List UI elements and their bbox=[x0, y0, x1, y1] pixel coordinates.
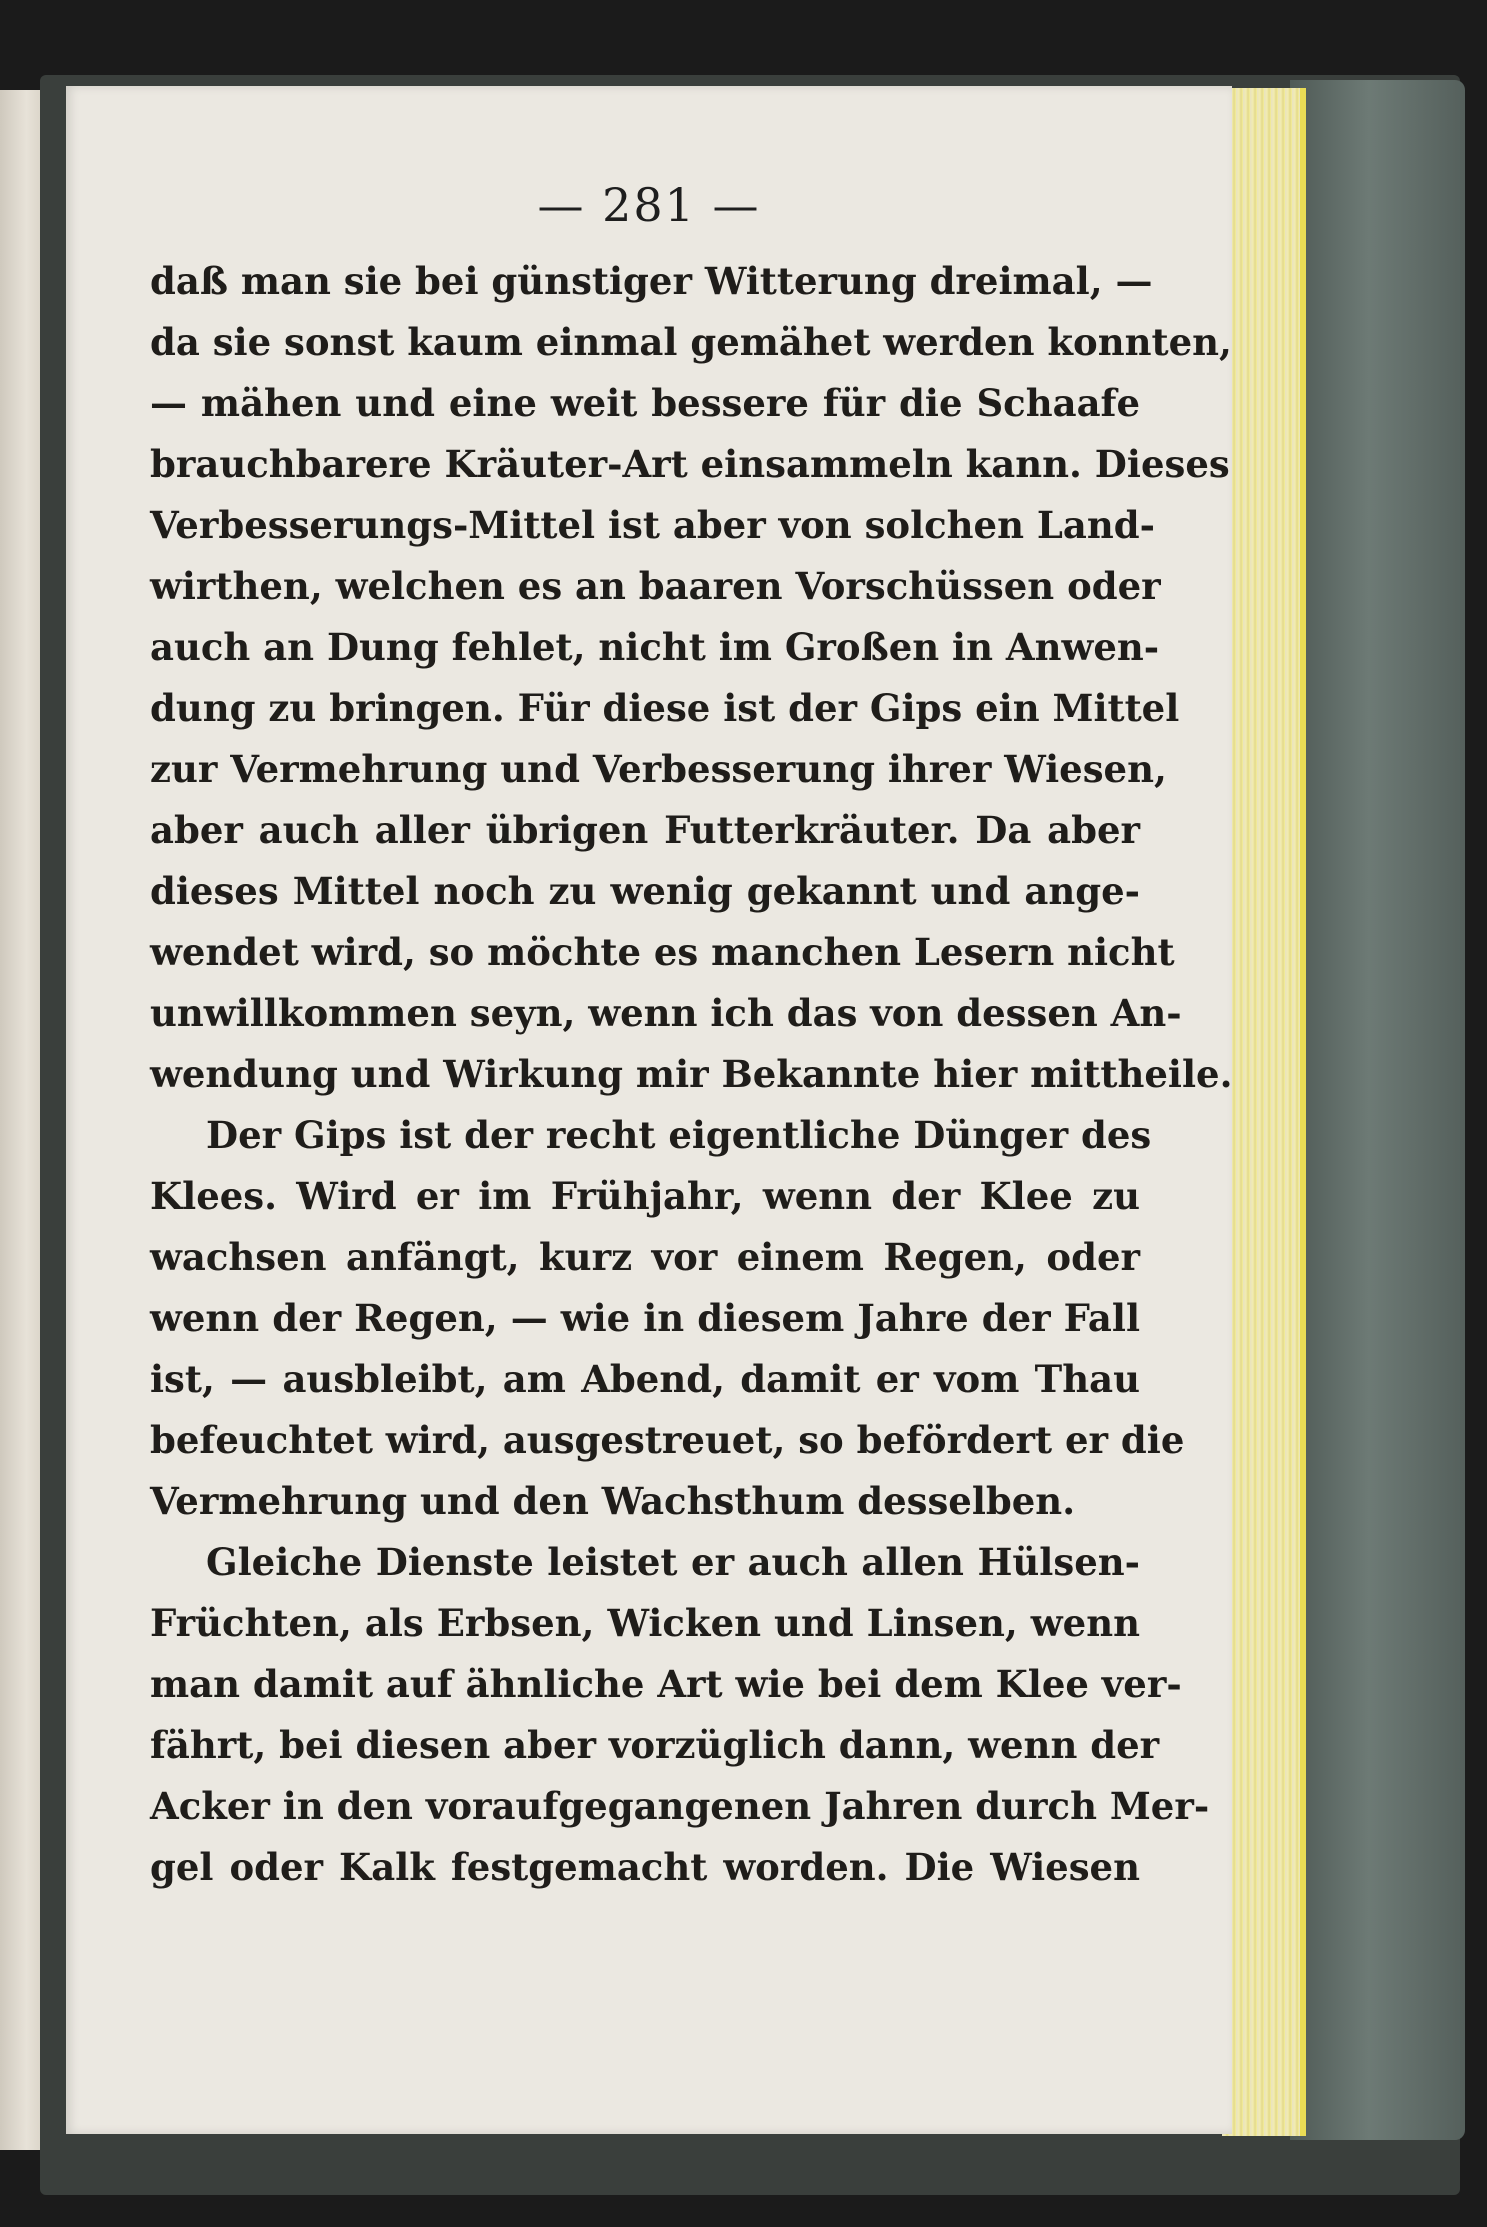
text-line: Acker in den voraufgegangenen Jahren durch Mer- bbox=[150, 1784, 1210, 1828]
text-line: zur Vermehrung und Verbesserung ihrer Wiesen, bbox=[150, 747, 1167, 791]
text-line: brauchbarere Kräuter-Art einsammeln kann. Dieses bbox=[150, 442, 1230, 486]
book-cover-right-edge bbox=[1290, 80, 1465, 2140]
text-line: Klees. Wird er im Frühjahr, wenn der Klee zu bbox=[150, 1174, 1140, 1218]
text-line: wachsen anfängt, kurz vor einem Regen, oder bbox=[150, 1235, 1140, 1279]
text-line: dung zu bringen. Für diese ist der Gips ein Mittel bbox=[150, 686, 1180, 730]
text-line: dieses Mittel noch zu wenig gekannt und ange- bbox=[150, 869, 1140, 913]
text-line: man damit auf ähnliche Art wie bei dem Klee ver- bbox=[150, 1662, 1182, 1706]
text-line: daß man sie bei günstiger Witterung dreimal, — bbox=[150, 259, 1153, 303]
text-line: auch an Dung fehlet, nicht im Großen in Anwen- bbox=[150, 625, 1160, 669]
text-line: wirthen, welchen es an baaren Vorschüssen oder bbox=[150, 564, 1161, 608]
text-line: wendung und Wirkung mir Bekannte hier mittheile. bbox=[150, 1052, 1233, 1096]
text-line: da sie sonst kaum einmal gemähet werden konnten, bbox=[150, 320, 1232, 364]
book-page bbox=[66, 86, 1232, 2134]
text-line: aber auch aller übrigen Futterkräuter. Da aber bbox=[150, 808, 1140, 852]
text-line: Verbesserungs-Mittel ist aber von solchen Land- bbox=[150, 503, 1155, 547]
text-line: ist, — ausbleibt, am Abend, damit er vom Thau bbox=[150, 1357, 1140, 1401]
text-line: unwillkommen seyn, wenn ich das von dessen An- bbox=[150, 991, 1182, 1035]
page-block-edges bbox=[1222, 88, 1306, 2136]
text-line: Der Gips ist der recht eigentliche Dünger des bbox=[206, 1113, 1152, 1157]
page-body-text bbox=[150, 251, 1233, 1898]
text-line: Vermehrung und den Wachsthum desselben. bbox=[150, 1479, 1076, 1523]
text-line: wendet wird, so möchte es manchen Lesern nicht bbox=[150, 930, 1175, 974]
text-line: gel oder Kalk festgemacht worden. Die Wiesen bbox=[150, 1845, 1140, 1889]
text-line: Gleiche Dienste leistet er auch allen Hülsen- bbox=[206, 1540, 1140, 1584]
text-line: wenn der Regen, — wie in diesem Jahre der Fall bbox=[150, 1296, 1140, 1340]
page-number-header: — 281 — bbox=[537, 178, 761, 232]
text-line: befeuchtet wird, ausgestreuet, so befördert er die bbox=[150, 1418, 1185, 1462]
text-line: fährt, bei diesen aber vorzüglich dann, wenn der bbox=[150, 1723, 1160, 1767]
text-line: Früchten, als Erbsen, Wicken und Linsen, wenn bbox=[150, 1601, 1140, 1645]
text-line: — mähen und eine weit bessere für die Schaafe bbox=[150, 381, 1140, 425]
